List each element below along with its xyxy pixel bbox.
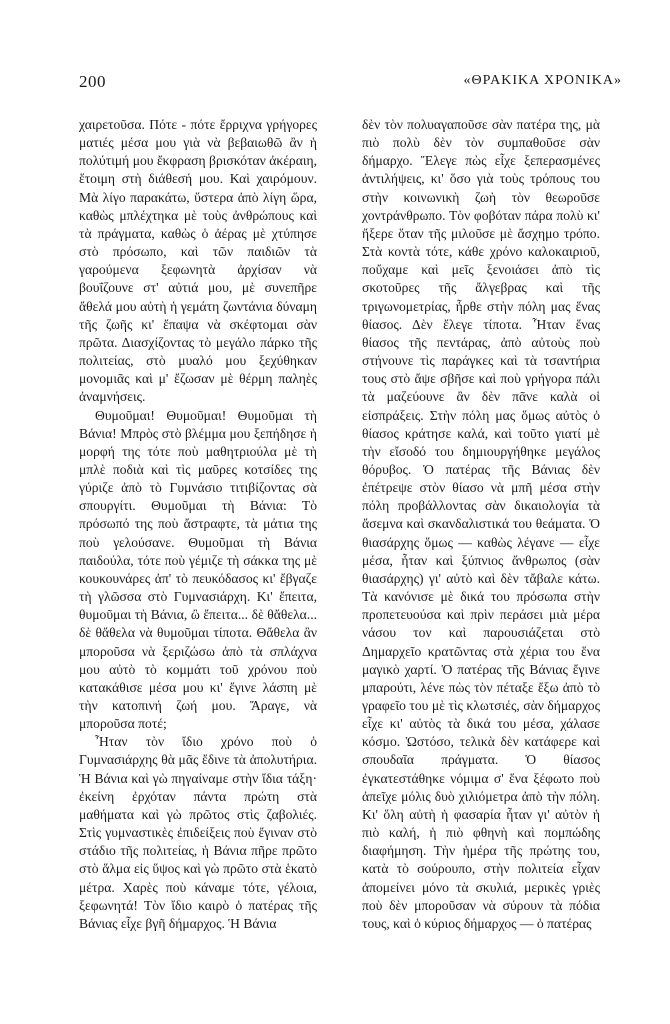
running-title: «ΘΡΑΚΙΚΑ ΧΡΟΝΙΚΑ» <box>463 73 622 88</box>
paragraph: Ἦταν τὸν ἴδιο χρόνο ποὺ ὁ Γυμνασιάρχης θὰ μᾶς ἔδινε τὰ ἀπολυτήρια. Ἡ Βάνια καὶ γὼ πηγαίναμε στὴν ἴδια τάξη· ἐκείνη ἐρχόταν πάντα πρώτη στὰ μαθήματα καὶ γὼ πρῶτος στὶς ζαβολιές. Στὶς γυμναστικὲς ἐπιδείξεις ποὺ ἔγιναν στὸ στάδιο τῆς πολιτείας, ἡ Βάνια πῆρε πρῶτο στὸ ἅλμα εἰς ὕψος καὶ γὼ πρῶτο στὰ ἑκατὸ μέτρα. Χαρὲς ποὺ κάναμε τότε, γέλοια, ξεφωνητά! Τὸν ἴδιο καιρὸ ὁ πατέρας τῆς Βάνιας εἶχε βγῆ δήμαρχος. Ἡ Βάνια <box>79 734 317 931</box>
paragraph: Θυμοῦμαι! Θυμοῦμαι! Θυμοῦμαι τὴ Βάνια! Μπρὸς στὸ βλέμμα μου ξεπήδησε ἡ μορφή της τότε ποὺ μαθητριούλα μὲ τὴ μπλὲ ποδιὰ καὶ τὶς μαῦρες κοτσίδες της γύριζε ἀπὸ τὸ Γυμνάσιο τιτιβίζοντας σὰ σπουργίτι. Θυμοῦμαι τὴ Βάνια: Τὸ πρόσωπό της ποὺ ἄστραφτε, τὰ μάτια της ποὺ γελούσανε. Θυμοῦμαι τὴ Βάνια παιδούλα, τότε ποὺ γέμιζε τὴ σάκκα της μὲ κουκουνάρες ἀπ' τὸ πευκόδασος κι' ἔβγαζε τὴ γλῶσσα στὸ Γυμνασιάρχη. Κι' ἔπειτα, θυμοῦμαι τὴ Βάνια, ὢ ἔπειτα... δὲ θἄθελα... δὲ θἄθελα νὰ θυμοῦμαι τίποτα. Θἄθελα ἂν μποροῦσα νὰ ξεριζώσω ἀπὸ τὰ σπλάχνα μου αὐτὸ τὸ κομμάτι τοῦ χρόνου ποὺ κατακάθισε μέσα μου κι' ἔγινε λάσπη μὲ τὴν κατοπινή ζωή μου. Ἄραγε, νὰ μποροῦσα ποτέ; <box>79 407 317 732</box>
left-column <box>79 116 317 933</box>
page-header <box>79 72 622 96</box>
paragraph: χαιρετοῦσα. Πότε - πότε ἔρριχνα γρήγορες ματιές μέσα μου γιὰ νὰ βεβαιωθῶ ἂν ἡ πολύτιμή μου ἔκφραση βρισκόταν ἀκέραιη, ἕτοιμη στὴ διάθεσή μου. Καὶ χαιρόμουν. Μὰ λίγο παρακάτω, ὕστερα ἀπὸ λίγη ὥρα, καθὼς μπλέχτηκα μὲ τοὺς ἀνθρώπους καὶ τὰ πράγματα, καθὼς ὁ ἀέρας μὲ χτύπησε στὸ πρόσωπο, καὶ τῶν παιδιῶν τὰ γαρούμενα ξεφωνητὰ ἀρχίσαν νὰ βουΐζουνε στ' αὐτιά μου, μὲ συνεπῆρε ἄθελά μου αὐτὴ ἡ γεμάτη ζωντάνια δύναμη τῆς ζωῆς κι' ἔπαψα νὰ σκέφτομαι σὰν πρῶτα. Διασχίζοντας τὸ μεγάλο πάρκο τῆς πολιτείας, στὸ μυαλό μου ξεχύθηκαν μονομιᾶς καὶ μ' ἔζωσαν μὲ θέρμη παληὲς ἀναμνήσεις. <box>79 117 317 405</box>
page-number: 200 <box>79 72 106 91</box>
paragraph: δὲν τὸν πολυαγαποῦσε σὰν πατέρα της, μὰ πιὸ πολὺ δὲν τὸν συμπαθοῦσε σὰν δήμαρχο. Ἔλεγε πὼς εἶχε ξεπερασμένες ἀντιλήψεις, κι' ὅσο γιὰ τοὺς τρόπους του στὴν κοινωνικὴ ζωὴ τὸν θεωροῦσε χοντράνθρωπο. Τὸν φοβόταν πάρα πολὺ κι' ἤξερε ὅταν τῆς μιλοῦσε μὲ ἄσχημο τρόπο. Στὰ κοντὰ τότε, κάθε χρόνο καλοκαιριοῦ, ποὔχαμε καὶ μεῖς ξενοιάσει ἀπὸ τὶς σκοτοῦρες τῆς ἄλγεβρας καὶ τῆς τριγωνομετρίας, ἦρθε στὴν πόλη μας ἕνας θίασος. Δὲν ἔλεγε τίποτα. Ἦταν ἕνας θίασος τῆς πεντάρας, ἀπὸ αὐτοὺς ποὺ στήνουνε τὶς παράγκες καὶ τὰ τσαντήρια τους στὸ ἄψε σβῆσε καὶ ποὺ γρήγορα πάλι τὰ μαζεύουνε ἂν δὲν πᾶνε καλὰ οἱ εἰσπράξεις. Στὴν πόλη μας ὅμως αὐτὸς ὁ θίασος κράτησε καλά, καὶ τοῦτο γιατί μὲ τὴν εἴσοδό του δημιουργήθηκε μεγάλος θόρυβος. Ὁ πατέρας τῆς Βάνιας δὲν ἐπέτρεψε στὸν θίασο νὰ μπῆ μέσα στὴν πόλη προβάλλοντας σὰν δικαιολογία τὰ ἄσεμνα καὶ σκανδαλιστικά του θεάματα. Ὁ θιασάρχης ὅμως — καθὼς λέγανε — εἶχε μέσα, ἦταν καὶ ξύπνιος ἄνθρωπος (σὰν θιασάρχης) γι' αὐτὸ καὶ δὲν τἄβαλε κάτω. Τὰ κανόνισε μὲ δικά του πρόσωπα στὴν προπετευούσα καὶ πρὶν περάσει μιὰ μέρα νάσου τον καὶ παρουσιάζεται στὸ Δημαρχεῖο κρατῶντας στὰ χέρια του ἕνα μαγικὸ χαρτί. Ὁ πατέρας τῆς Βάνιας ἔγινε μπαρούτι, λένε πὼς τὸν πέταξε ἔξω ἀπὸ τὸ γραφεῖο του μὲ τὶς κλωτσιές, σὰν δήμαρχος εἶχε κι' αὐτὸς τὰ δικά του μέσα, χάλασε κόσμο. Ὡστόσο, τελικὰ δὲν κατάφερε καὶ σπουδαῖα πράγματα. Ὁ θίασος ἐγκατεστάθηκε νόμιμα σ' ἕνα ξέφωτο ποὺ ἀπεῖχε μόλις δυὸ χιλιόμετρα ἀπὸ τὴν πόλη. Κι' ὅλη αὐτὴ ἡ φασαρία ἦταν γι' αὐτὸν ἡ πιὸ καλή, ἡ πιὸ φθηνὴ καὶ πομπώδης διαφήμηση. Τὴν ἡμέρα τῆς πρώτης του, κατὰ τὸ σούρουπο, στὴν πολιτεία εἶχαν ἀπομείνει μόνο τὰ σκυλιά, μερικὲς γριὲς ποὺ δὲν μποροῦσαν νὰ σύρουν τὰ πόδια τους, καὶ ὁ κύριος δήμαρχος — ὁ πατέρας <box>362 117 600 931</box>
right-column <box>362 116 600 933</box>
